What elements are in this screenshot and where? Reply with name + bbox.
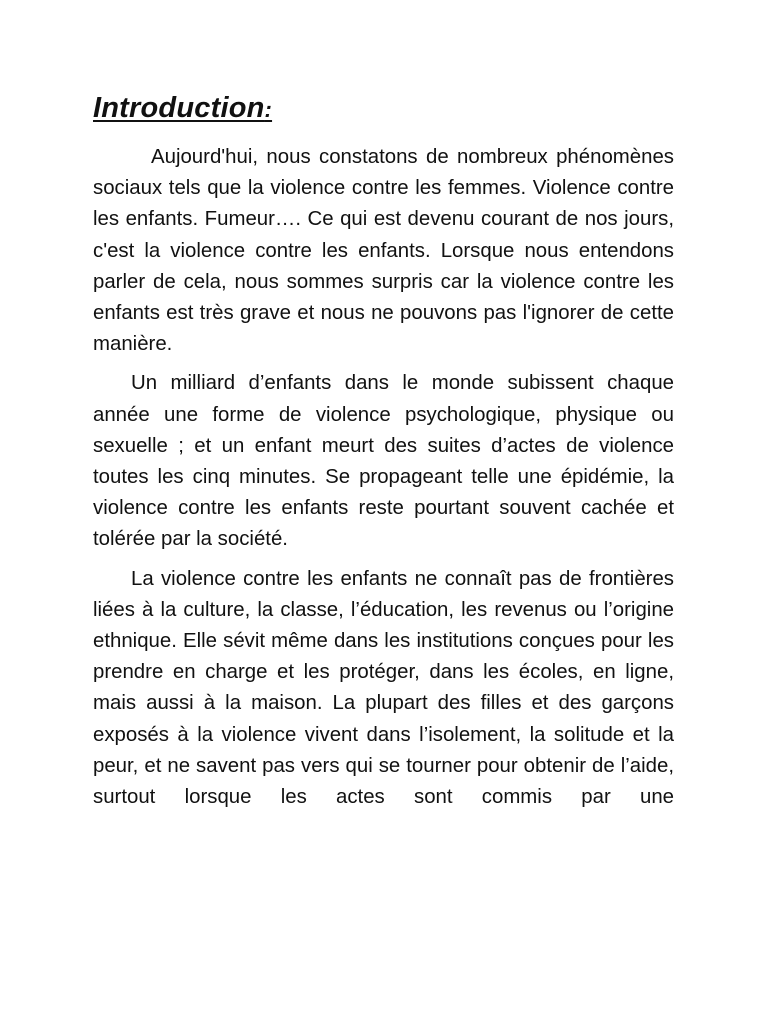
paragraph-statistics: Un milliard d’enfants dans le monde subissent chaque année une forme de violence psychologique, physique ou sexuelle ; et un enfant meurt des suites d’actes de violence toutes les cinq minutes. Se propageant telle une épidémie, la violence contre les enfants reste pourtant souvent cachée et tolérée par la société. xyxy=(93,372,674,551)
title-colon: : xyxy=(264,97,273,122)
paragraph-context: La violence contre les enfants ne connaît pas de frontières liées à la culture, la classe, l’éducation, les revenus ou l’origine ethnique. Elle sévit même dans les institutions conçues pour les prendre en charge et les protéger, dans les écoles, en ligne, mais aussi à la maison. La plupart des filles et des garçons exposés à la violence vivent dans l’isolement, la solitude et la peur, et ne savent pas vers qui se tourner pour obtenir de l’aide, surtout lorsque les actes sont commis par une xyxy=(93,567,674,809)
title-text: Introduction xyxy=(93,92,265,124)
page-title xyxy=(93,88,674,130)
paragraph-intro: Aujourd'hui, nous constatons de nombreux phénomènes sociaux tels que la violence contre les femmes. Violence contre les enfants. Fumeur…. Ce qui est devenu courant de nos jours, c'est la violence contre les enfants. Lorsque nous entendons parler de cela, nous sommes surpris car la violence contre les enfants est très grave et nous ne pouvons pas l'ignorer de cette manière. xyxy=(93,146,674,356)
document-page xyxy=(93,88,674,821)
